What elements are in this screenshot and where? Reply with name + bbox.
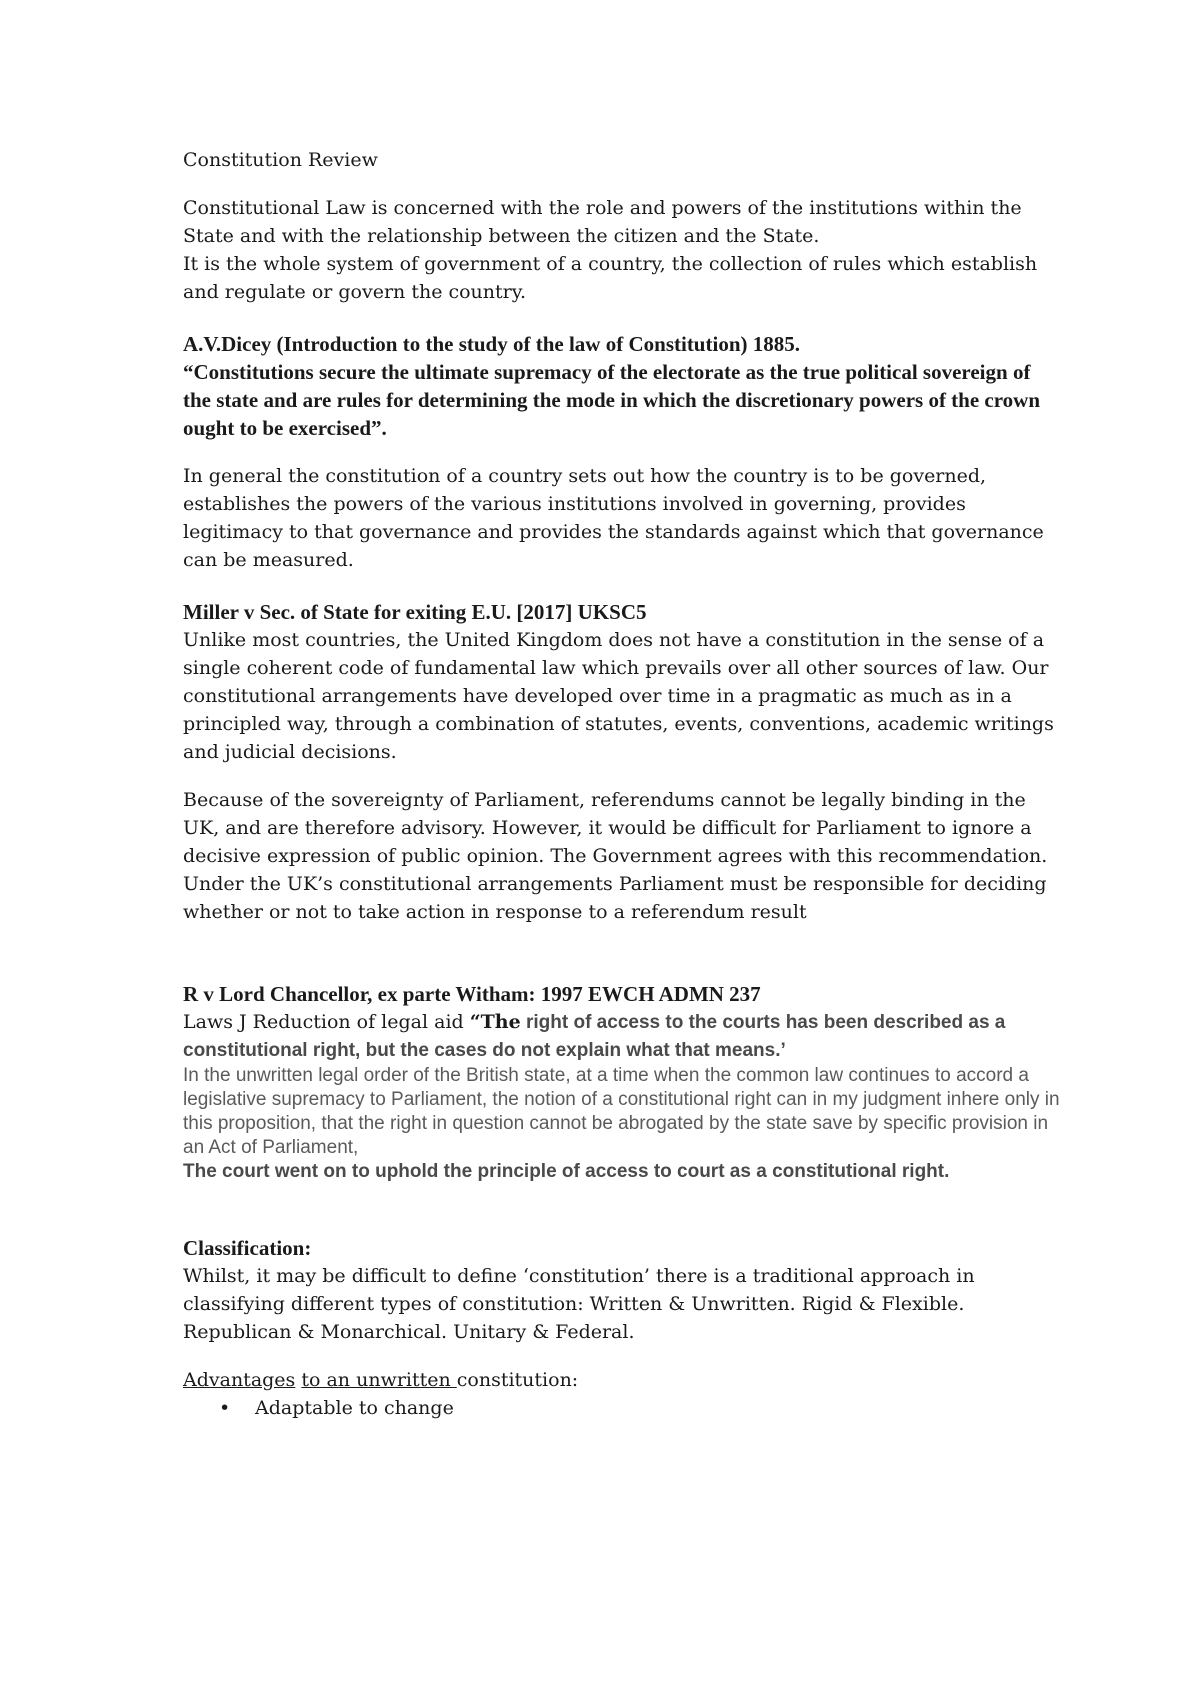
advantages-word-2: to an unwritten xyxy=(301,1369,457,1391)
general-paragraph: In general the constitution of a country sets out how the country is to be governed, establishes the powers of the various institutions involved in governing, provides legitimacy to that governance and provides the standards against which that governance can be measured. xyxy=(183,465,1044,571)
document-page xyxy=(183,146,1063,1422)
intro-paragraph-2: It is the whole system of government of a country, the collection of rules which establish and regulate or govern the country. xyxy=(183,253,1038,303)
classification-paragraph: Whilst, it may be difficult to define ‘constitution’ there is a traditional approach in classifying different types of constitution: Written & Unwritten. Rigid & Flexible. Republican & Monarchical. Unitary & Federal. xyxy=(183,1265,975,1343)
witham-heading: R v Lord Chancellor, ex parte Witham: 1997 EWCH ADMN 237 xyxy=(183,982,761,1006)
witham-quote-body: In the unwritten legal order of the British state, at a time when the common law continues to accord a legislative supremacy to Parliament, the notion of a constitutional right can in my judgment inhere only in this proposition, that the right in question cannot be abrogated by the state save by specific provision in an Act of Parliament, xyxy=(183,1065,1060,1158)
document-title: Constitution Review xyxy=(183,149,378,171)
advantages-heading xyxy=(183,1366,1063,1394)
witham-lead xyxy=(183,1008,1063,1064)
miller-heading: Miller v Sec. of State for exiting E.U. [2017] UKSC5 xyxy=(183,600,647,624)
intro-paragraph-1: Constitutional Law is concerned with the role and powers of the institutions within the State and with the relationship between the citizen and the State. xyxy=(183,197,1022,247)
witham-quote-bold: right of access to the courts has been described as a constitutional right, but the cases do not explain what that means.’ xyxy=(183,1012,1006,1061)
classification-heading: Classification: xyxy=(183,1236,312,1260)
miller-paragraph: Unlike most countries, the United Kingdom does not have a constitution in the sense of a single coherent code of fundamental law which prevails over all other sources of law. Our constitutional arrangements have developed over time in a pragmatic as much as in a principled way, through a combination of statutes, events, conventions, academic writings and judicial decisions. xyxy=(183,629,1054,763)
witham-conclusion: The court went on to uphold the principle of access to court as a constitutional right. xyxy=(183,1161,950,1182)
advantages-word-3: constitution: xyxy=(456,1369,579,1391)
dicey-heading: A.V.Dicey (Introduction to the study of the law of Constitution) 1885. xyxy=(183,332,800,356)
list-item-text: Adaptable to change xyxy=(255,1397,454,1419)
witham-quote-open: “The xyxy=(469,1011,521,1033)
referendum-paragraph: Because of the sovereignty of Parliament, referendums cannot be legally binding in the UK, and are therefore advisory. However, it would be difficult for Parliament to ignore a decisive expression of public opinion. The Government agrees with this recommendation. Under the UK’s constitutional arrangements Parliament must be responsible for deciding whether or not to take action in response to a referendum result xyxy=(183,789,1048,923)
bullet-icon: • xyxy=(219,1397,231,1419)
advantages-word-1: Advantages xyxy=(183,1369,296,1391)
dicey-quote: “Constitutions secure the ultimate supremacy of the electorate as the true political sovereign of the state and are rules for determining the mode in which the discretionary powers of the crown ought to be exercised”. xyxy=(183,360,1041,440)
witham-lead-text: Laws J Reduction of legal aid xyxy=(183,1011,470,1033)
advantages-list xyxy=(183,1394,1063,1422)
list-item xyxy=(183,1394,1063,1422)
